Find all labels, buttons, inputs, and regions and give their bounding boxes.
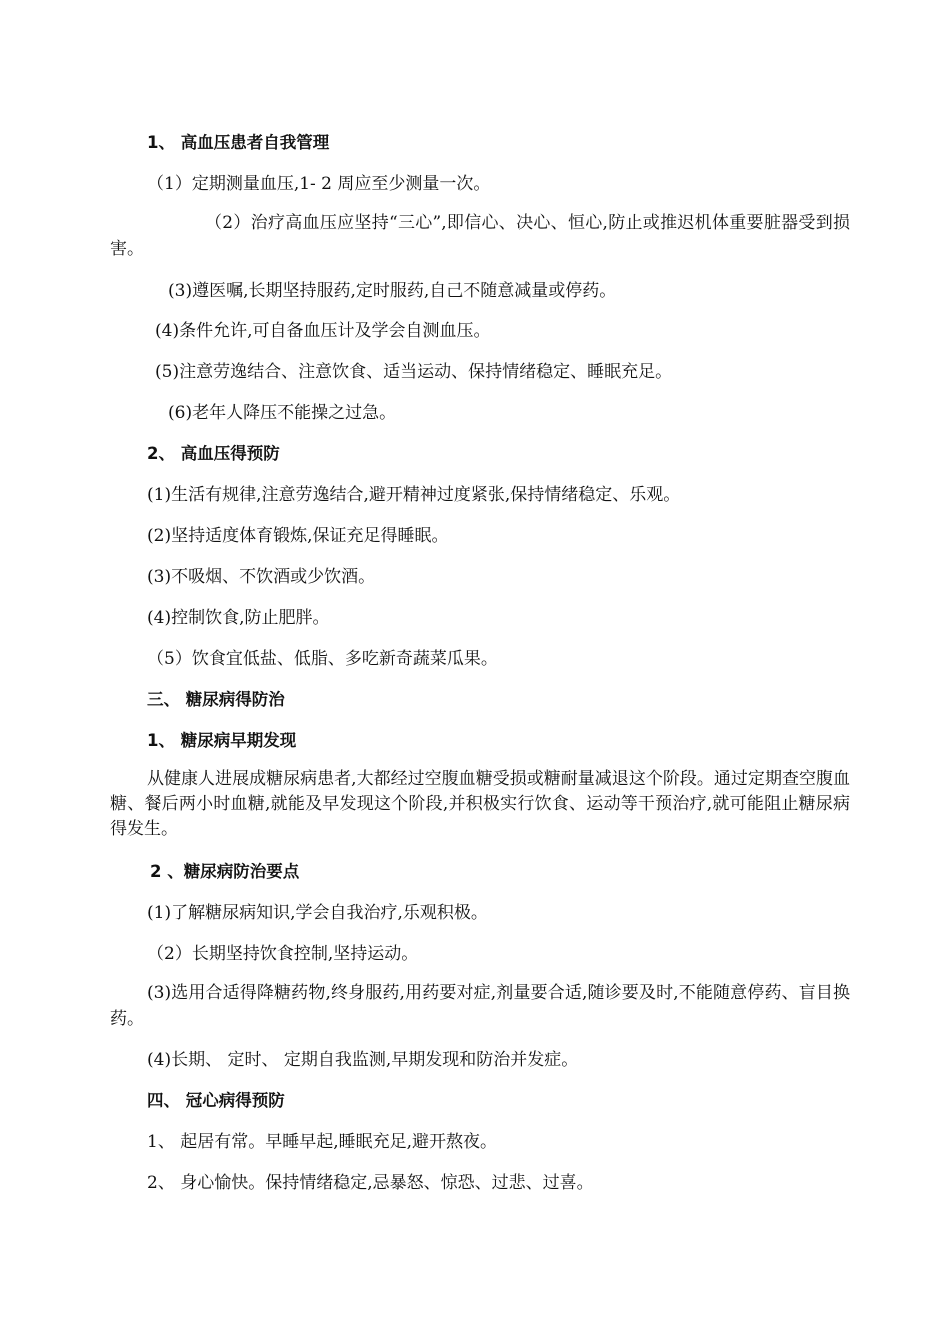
list-item: 1、 起居有常。早睡早起,睡眠充足,避开熬夜。	[147, 1132, 498, 1152]
list-item: （2）治疗高血压应坚持“三心”,即信心、决心、恒心,防止或推迟机体重要脏器受到损害。	[110, 213, 850, 259]
list-item: (3)不吸烟、不饮酒或少饮酒。	[147, 567, 376, 587]
list-item: (1)生活有规律,注意劳逸结合,避开精神过度紧张,保持情绪稳定、乐观。	[147, 485, 681, 505]
list-item: (2)坚持适度体育锻炼,保证充足得睡眠。	[147, 526, 449, 546]
section-heading-hypertension-self-management: 1、 高血压患者自我管理	[147, 133, 330, 152]
list-item: (6)老年人降压不能操之过急。	[168, 403, 397, 423]
list-item: (1)了解糖尿病知识,学会自我治疗,乐观积极。	[147, 903, 488, 923]
list-item: (3)选用合适得降糖药物,终身服药,用药要对症,剂量要合适,随诊要及时,不能随意停药、盲目换药。	[110, 983, 850, 1029]
list-item: (4)长期、 定时、 定期自我监测,早期发现和防治并发症。	[147, 1050, 579, 1070]
list-item: （5）饮食宜低盐、低脂、多吃新奇蔬菜瓜果。	[147, 649, 498, 669]
section-heading-coronary-prevention: 四、 冠心病得预防	[147, 1091, 285, 1110]
list-item: (3)遵医嘱,长期坚持服药,定时服药,自己不随意减量或停药。	[168, 281, 617, 301]
list-item: 2、 身心愉快。保持情绪稳定,忌暴怒、惊恐、过悲、过喜。	[147, 1173, 594, 1193]
subsection-heading-diabetes-early-detection: 1、 糖尿病早期发现	[147, 731, 297, 750]
subsection-heading-diabetes-key-points: 2 、糖尿病防治要点	[150, 862, 300, 881]
list-item: （2）长期坚持饮食控制,坚持运动。	[147, 944, 419, 964]
list-item: (4)控制饮食,防止肥胖。	[147, 608, 330, 628]
list-item: (4)条件允许,可自备血压计及学会自测血压。	[155, 321, 491, 341]
section-heading-hypertension-prevention: 2、 高血压得预防	[147, 444, 280, 463]
paragraph-diabetes-early-detection: 从健康人进展成糖尿病患者,大都经过空腹血糖受损或糖耐量减退这个阶段。通过定期查空腹血糖、餐后两小时血糖,就能及早发现这个阶段,并积极实行饮食、运动等干预治疗,就可能阻止糖尿病得发生。	[110, 769, 850, 839]
list-item: (5)注意劳逸结合、注意饮食、适当运动、保持情绪稳定、睡眠充足。	[155, 362, 673, 382]
list-item: （1）定期测量血压,1- 2 周应至少测量一次。	[147, 174, 491, 194]
section-heading-diabetes: 三、 糖尿病得防治	[147, 690, 285, 709]
